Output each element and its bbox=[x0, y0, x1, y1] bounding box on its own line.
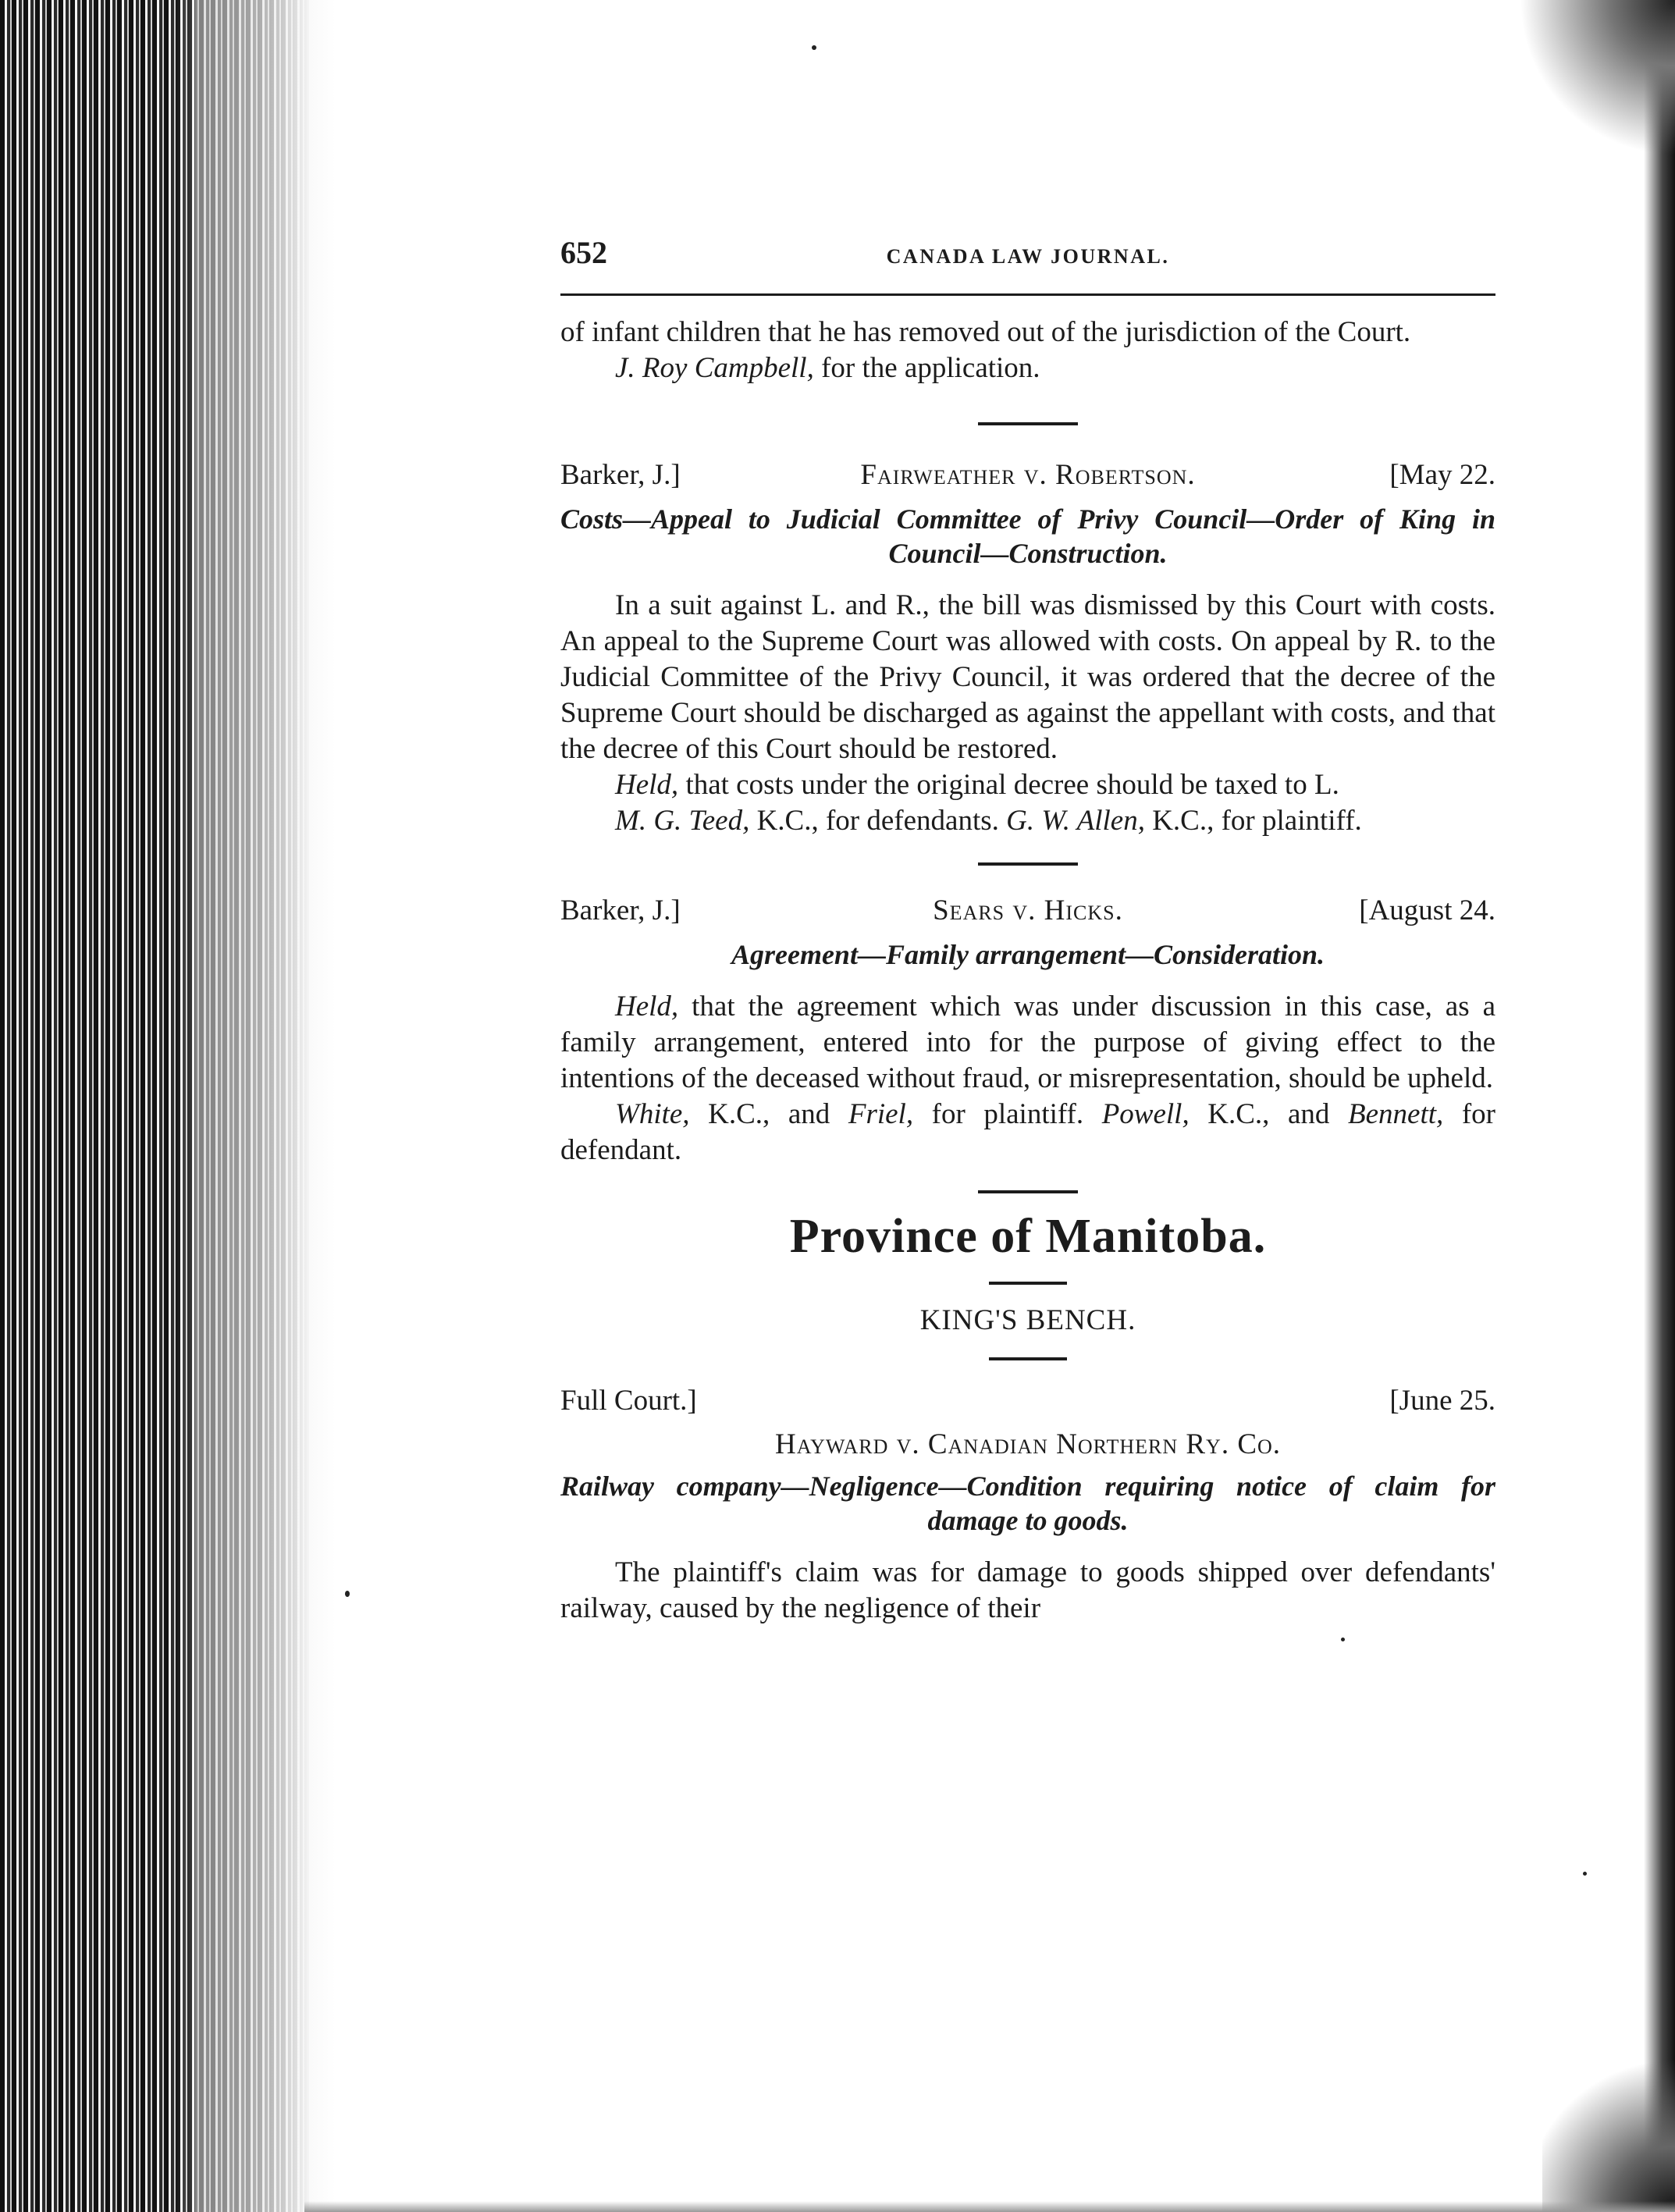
judge: Barker, J.] bbox=[560, 894, 681, 926]
holding bbox=[560, 767, 1495, 803]
corner-shadow-bottom bbox=[1542, 2040, 1675, 2212]
counsel-name: Bennett, bbox=[1348, 1098, 1444, 1130]
case-body: The plaintiff's claim was for damage to goods shipped over defendants' railway, caused by the negligence of their bbox=[560, 1556, 1495, 1624]
holding bbox=[560, 989, 1495, 1097]
counsel-name: Friel, bbox=[848, 1098, 914, 1130]
section-divider bbox=[978, 422, 1078, 425]
counsel-name: White, bbox=[615, 1098, 690, 1130]
counsel-role: K.C., for plaintiff. bbox=[1144, 805, 1362, 837]
header-rule bbox=[560, 293, 1495, 296]
counsel-line bbox=[560, 1097, 1495, 1168]
section-divider bbox=[978, 862, 1078, 866]
judge: Full Court.] bbox=[560, 1385, 697, 1417]
bottom-edge-shadow bbox=[304, 2201, 1675, 2212]
journal-page bbox=[560, 234, 1495, 1627]
case-title: Hayward v. Canadian Northern Ry. Co. bbox=[774, 1428, 1282, 1460]
counsel-role: for defendant. bbox=[560, 1098, 1495, 1166]
catchwords: Agreement—Family arrangement—Consideration. bbox=[731, 939, 1325, 970]
page-edge-shadow bbox=[1644, 0, 1675, 2212]
held-word: Held, bbox=[615, 769, 679, 801]
corner-shadow-top bbox=[1519, 0, 1675, 156]
counsel-line bbox=[560, 803, 1495, 839]
section-divider bbox=[989, 1357, 1067, 1360]
section-divider bbox=[978, 1190, 1078, 1193]
scan-speck bbox=[345, 1591, 350, 1597]
counsel-role: for plaintiff. bbox=[913, 1098, 1102, 1130]
counsel-name: G. W. Allen, bbox=[1006, 805, 1145, 837]
counsel-role: for the application. bbox=[813, 352, 1040, 384]
province-heading: Province of Manitoba. bbox=[789, 1210, 1267, 1263]
counsel-name: J. Roy Campbell, bbox=[615, 352, 814, 384]
case-heading bbox=[560, 458, 1495, 497]
case-body: In a suit against L. and R., the bill was dismissed by this Court with costs. An appeal to the Supreme Court was allowed with costs. On appeal by R. to the Judicial Committee of the Privy Council, it was ordered that the decree of the Supreme Court should be discharged as against the appellant with costs, and that the decree of this Court should be restored. bbox=[560, 589, 1495, 765]
scan-speck bbox=[1583, 1872, 1587, 1876]
scan-speck bbox=[1341, 1638, 1345, 1641]
counsel-line bbox=[560, 350, 1495, 386]
counsel-role: K.C., for defendants. bbox=[749, 805, 1007, 837]
running-head bbox=[560, 234, 1495, 281]
counsel-role: K.C., and bbox=[1189, 1098, 1348, 1130]
held-text: that costs under the original decree should be taxed to L. bbox=[678, 769, 1339, 801]
gutter-shadow bbox=[195, 0, 336, 2212]
held-word: Held, bbox=[615, 990, 679, 1022]
counsel-name: M. G. Teed, bbox=[615, 805, 750, 837]
journal-title: CANADA LAW JOURNAL. bbox=[886, 245, 1170, 268]
case-date: [August 24. bbox=[1359, 894, 1495, 926]
judge: Barker, J.] bbox=[560, 459, 681, 491]
scan-speck bbox=[812, 45, 816, 50]
case-title: Fairweather v. Robertson. bbox=[860, 459, 1196, 491]
catchwords: Railway company—Negligence—Condition requiring notice of claim for damage to goods. bbox=[560, 1471, 1495, 1536]
held-text: that the agreement which was under discussion in this case, as a family arrangement, entered into for the purpose of giving effect to the intentions of the deceased without fraud, or misrepresentation, should be upheld. bbox=[560, 990, 1495, 1094]
case-heading bbox=[560, 1384, 1495, 1423]
counsel-name: Powell, bbox=[1101, 1098, 1190, 1130]
case-date: [June 25. bbox=[1389, 1385, 1495, 1417]
case-date: [May 22. bbox=[1389, 459, 1495, 491]
case-title: Sears v. Hicks. bbox=[933, 894, 1123, 926]
case-heading bbox=[560, 894, 1495, 933]
continued-paragraph: of infant children that he has removed out of the jurisdiction of the Court. bbox=[560, 316, 1411, 348]
counsel-role: K.C., and bbox=[689, 1098, 848, 1130]
catchwords: Costs—Appeal to Judicial Committee of Privy Council—Order of King in Council—Construction. bbox=[560, 503, 1495, 569]
court-heading: KING'S BENCH. bbox=[919, 1304, 1136, 1336]
page-number: 652 bbox=[560, 235, 607, 270]
section-divider bbox=[989, 1282, 1067, 1285]
